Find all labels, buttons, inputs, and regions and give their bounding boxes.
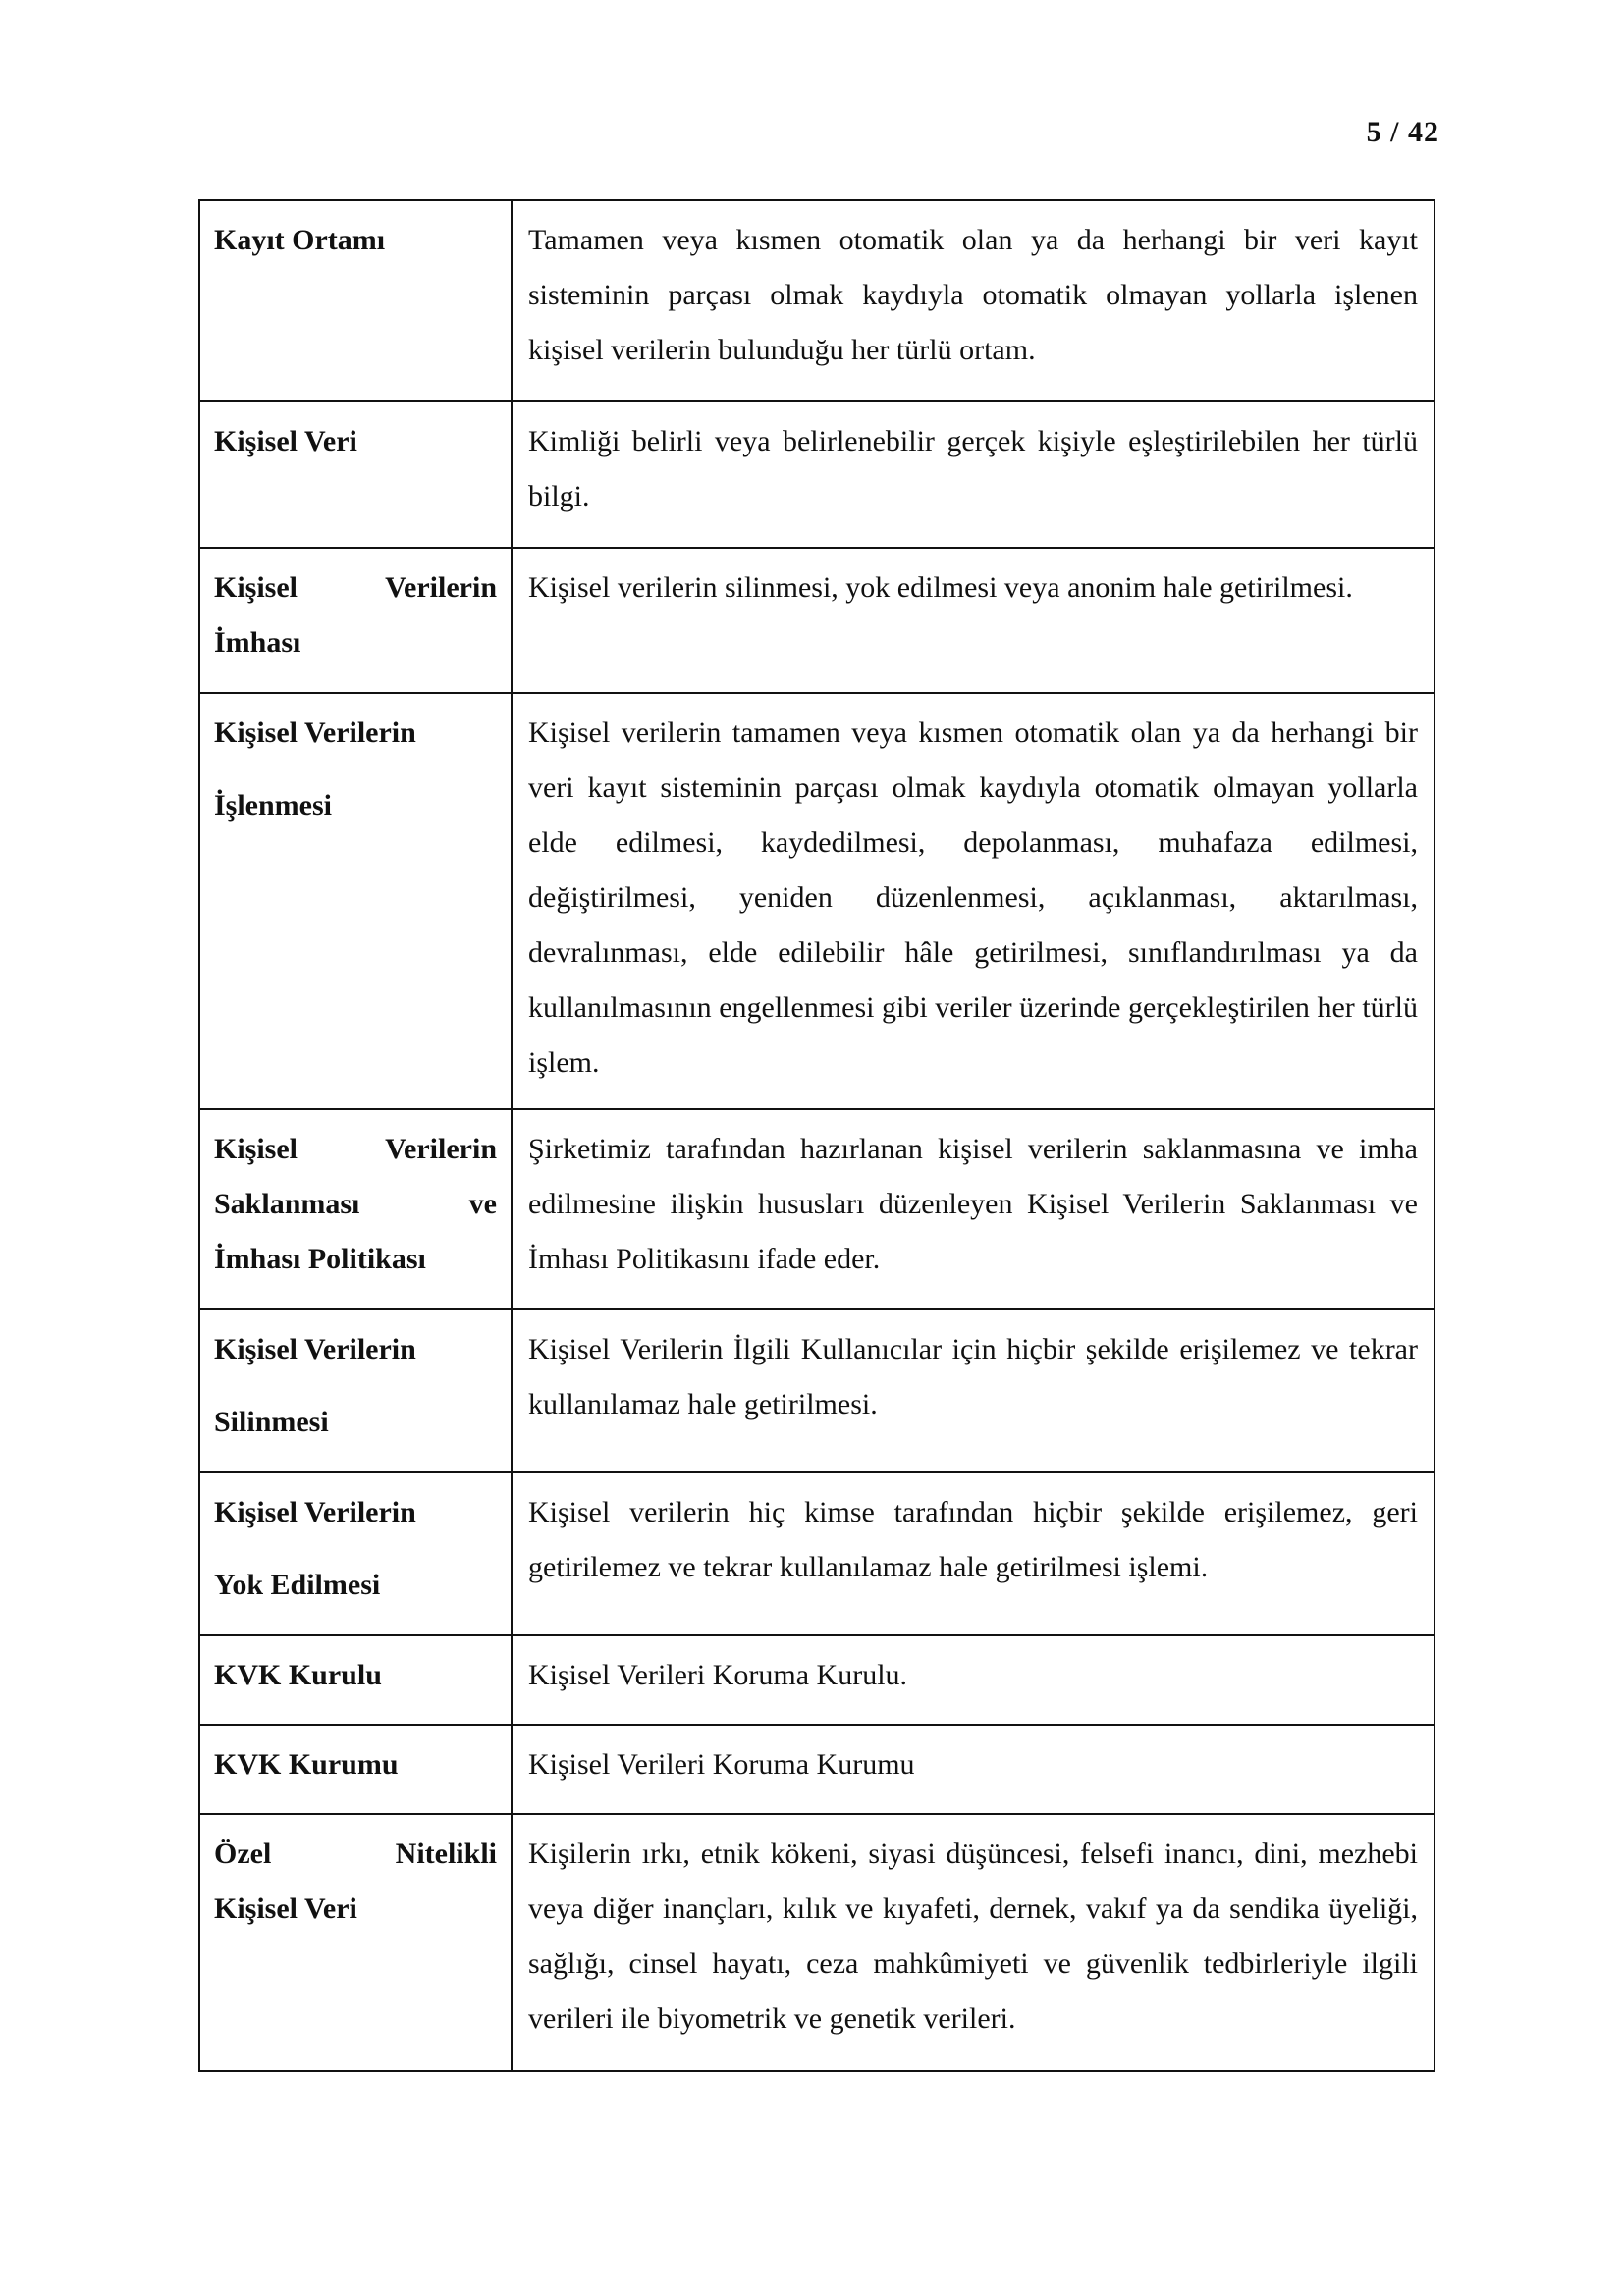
definition-cell: Kişisel verilerin hiç kimse tarafından hiçbir şekilde erişilemez, geri getirilemez ve tekrar kullanılamaz hale getirilmesi işlemi. bbox=[512, 1472, 1435, 1635]
term-cell bbox=[199, 1814, 512, 2071]
term-cell bbox=[199, 693, 512, 1109]
table-row bbox=[199, 1635, 1435, 1725]
table-row bbox=[199, 1814, 1435, 2071]
table-row bbox=[199, 548, 1435, 693]
definition-cell: Kişisel Verilerin İlgili Kullanıcılar için hiçbir şekilde erişilemez ve tekrar kullanılamaz hale getirilmesi. bbox=[512, 1309, 1435, 1472]
term-line: Kayıt Ortamı bbox=[214, 224, 386, 256]
page-number: 5 / 42 bbox=[1366, 116, 1439, 148]
term-line: Kişisel Veri bbox=[214, 1893, 357, 1925]
term-line: Kişisel Verilerin bbox=[214, 1496, 416, 1528]
definition-cell: Kişisel verilerin tamamen veya kısmen otomatik olan ya da herhangi bir veri kayıt sisteminin parçası olmak kaydıyla otomatik olmayan yollarla elde edilmesi, kaydedilmesi, depolanması, muhafaza edilmesi, değiştirilmesi, yeniden düzenlenmesi, açıklanması, aktarılması, devralınması, elde edilebilir hâle getirilmesi, sınıflandırılması ya da kullanılmasının engellenmesi gibi veriler üzerinde gerçekleştirilen her türlü işlem. bbox=[512, 693, 1435, 1109]
term-line: Kişisel Veri bbox=[214, 425, 357, 457]
term-cell bbox=[199, 401, 512, 548]
term-line: KVK Kurulu bbox=[214, 1659, 382, 1691]
definition-cell: Kişisel Verileri Koruma Kurulu. bbox=[512, 1635, 1435, 1725]
term-line: Yok Edilmesi bbox=[214, 1569, 381, 1601]
definitions-table bbox=[198, 199, 1435, 2072]
definition-cell: Şirketimiz tarafından hazırlanan kişisel verilerin saklanmasına ve imha edilmesine ilişkin hususları düzenleyen Kişisel Verilerin Saklanması ve İmhası Politikasını ifade eder. bbox=[512, 1109, 1435, 1309]
definition-cell: Kişisel Verileri Koruma Kurumu bbox=[512, 1725, 1435, 1814]
table-row bbox=[199, 1109, 1435, 1309]
term-line: Kişisel Verilerin bbox=[214, 571, 497, 604]
term-cell bbox=[199, 548, 512, 693]
term-cell bbox=[199, 1309, 512, 1472]
term-line: Saklanması ve bbox=[214, 1188, 497, 1220]
term-line: Silinmesi bbox=[214, 1406, 329, 1438]
term-line: Kişisel Verilerin bbox=[214, 717, 416, 749]
term-line: Kişisel Verilerin bbox=[214, 1333, 416, 1365]
definition-cell: Kişilerin ırkı, etnik kökeni, siyasi düşüncesi, felsefi inancı, dini, mezhebi veya diğer inançları, kılık ve kıyafeti, dernek, vakıf ya da sendika üyeliği, sağlığı, cinsel hayatı, ceza mahkûmiyeti ve güvenlik tedbirleriyle ilgili verileri ile biyometrik ve genetik verileri. bbox=[512, 1814, 1435, 2071]
term-cell bbox=[199, 1109, 512, 1309]
term-line: İmhası Politikası bbox=[214, 1243, 426, 1275]
term-line: İmhası bbox=[214, 626, 301, 659]
term-cell bbox=[199, 1725, 512, 1814]
term-line: İşlenmesi bbox=[214, 789, 332, 822]
table-row bbox=[199, 1725, 1435, 1814]
term-line: KVK Kurumu bbox=[214, 1748, 399, 1781]
term-line: Kişisel Verilerin bbox=[214, 1133, 497, 1165]
term-cell bbox=[199, 200, 512, 401]
definition-cell: Tamamen veya kısmen otomatik olan ya da herhangi bir veri kayıt sisteminin parçası olmak kaydıyla otomatik olmayan yollarla işlenen kişisel verilerin bulunduğu her türlü ortam. bbox=[512, 200, 1435, 401]
table-row bbox=[199, 200, 1435, 401]
term-cell bbox=[199, 1635, 512, 1725]
table-row bbox=[199, 1309, 1435, 1472]
table-row bbox=[199, 401, 1435, 548]
term-cell bbox=[199, 1472, 512, 1635]
definition-cell: Kimliği belirli veya belirlenebilir gerçek kişiyle eşleştirilebilen her türlü bilgi. bbox=[512, 401, 1435, 548]
definition-cell: Kişisel verilerin silinmesi, yok edilmesi veya anonim hale getirilmesi. bbox=[512, 548, 1435, 693]
table-row bbox=[199, 693, 1435, 1109]
table-row bbox=[199, 1472, 1435, 1635]
term-line: Özel Nitelikli bbox=[214, 1838, 497, 1870]
